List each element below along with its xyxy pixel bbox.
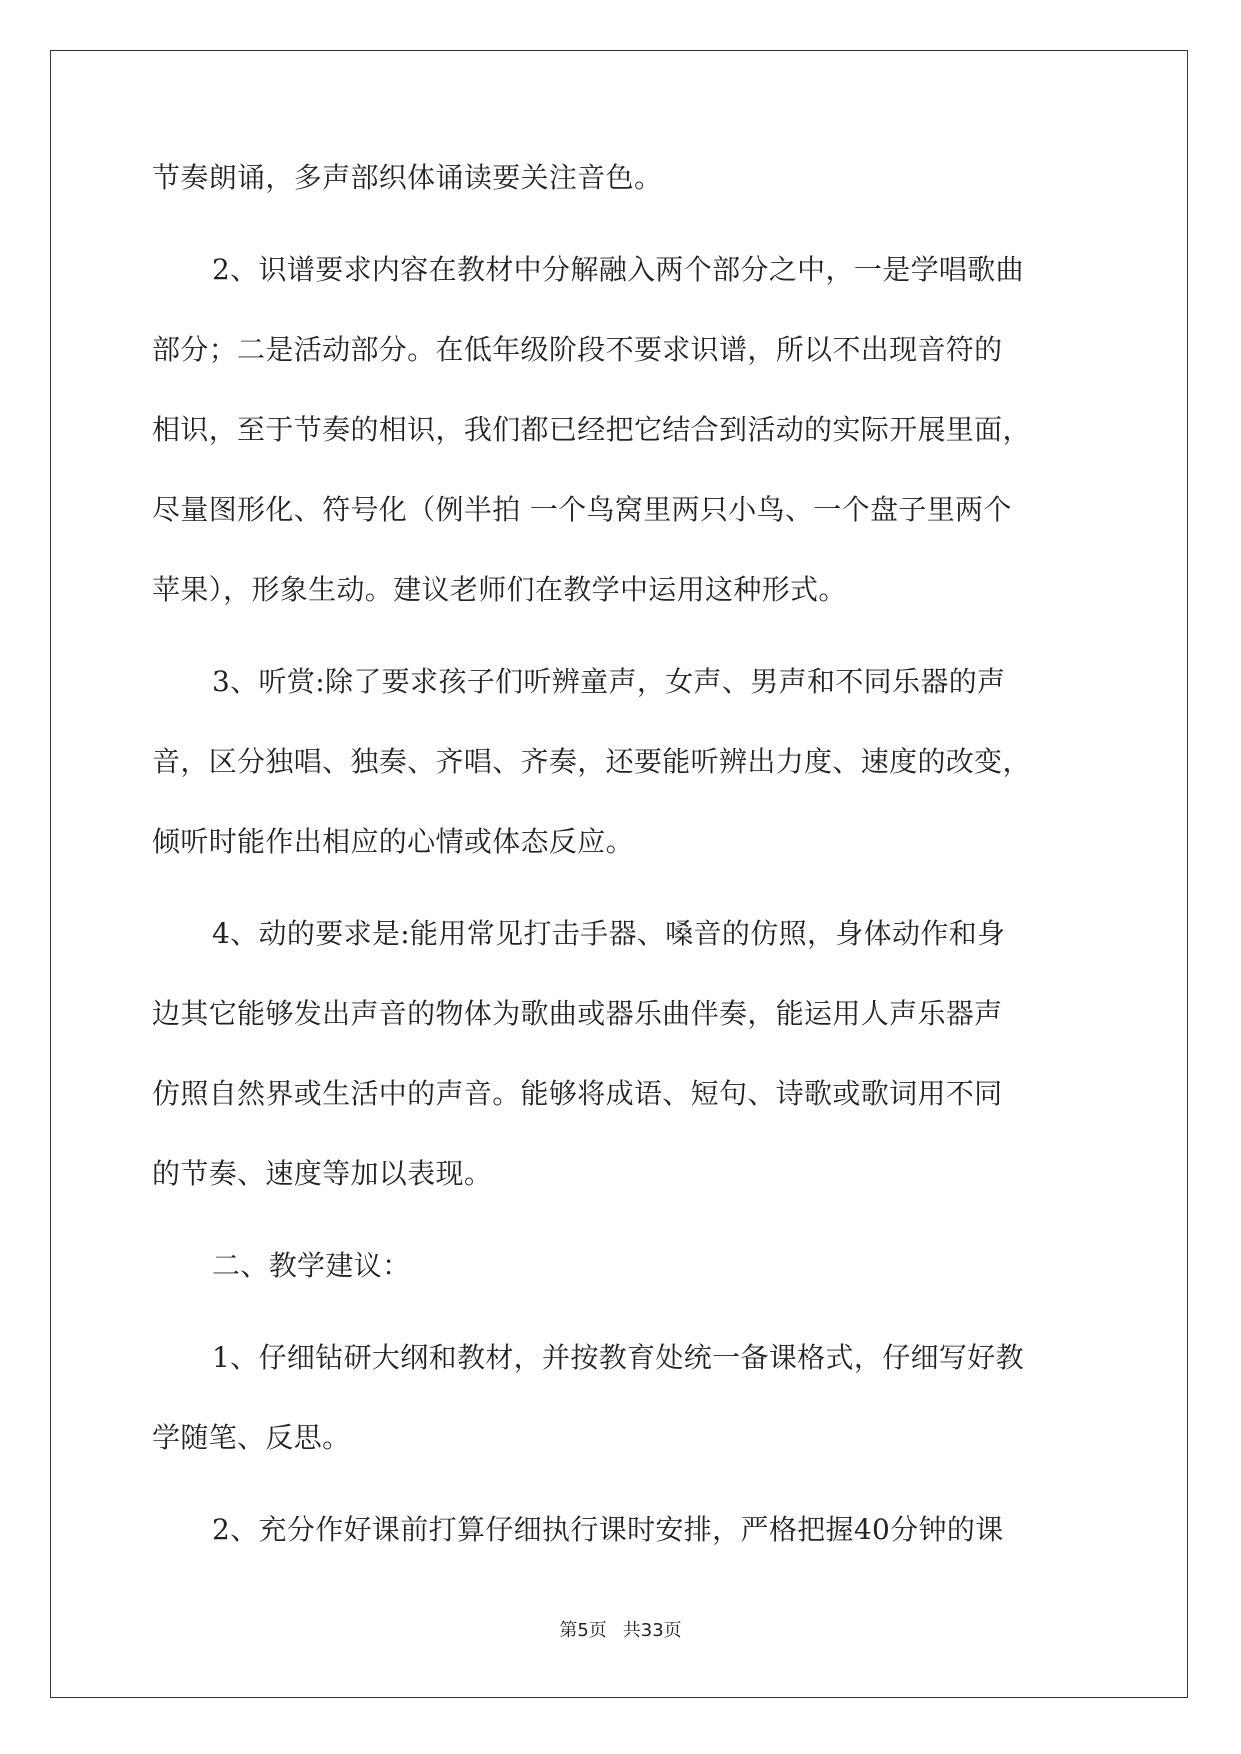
text-line: 部分；二是活动部分。在低年级阶段不要求识谱，所以不出现音符的: [152, 333, 1003, 366]
section-heading: 二、教学建议：: [212, 1249, 411, 1282]
text-line: 4、动的要求是:能用常见打击手器、嗓音的仿照，身体动作和身: [212, 917, 1006, 950]
footer-total-suffix: 页: [663, 1620, 682, 1641]
footer-total-prefix: 共: [622, 1620, 641, 1641]
document-body: [152, 161, 1090, 1593]
text-line: 2、识谱要求内容在教材中分解融入两个部分之中，一是学唱歌曲: [212, 253, 1024, 286]
text-line: 学随笔、反思。: [152, 1421, 351, 1454]
text-line: 边其它能够发出声音的物体为歌曲或器乐曲伴奏，能运用人声乐器声: [152, 997, 1003, 1030]
text-line: 2、充分作好课前打算仔细执行课时安排，严格把握40分钟的课: [212, 1513, 1004, 1546]
page-footer: [0, 1620, 1241, 1642]
text-line: 音，区分独唱、独奏、齐唱、齐奏，还要能听辨出力度、速度的改变，: [152, 745, 1031, 778]
text-line: 尽量图形化、符号化（例半拍 一个鸟窝里两只小鸟、一个盘子里两个: [152, 493, 1012, 526]
footer-prefix: 第: [559, 1620, 578, 1641]
text-line: 3、听赏:除了要求孩子们听辨童声，女声、男声和不同乐器的声: [212, 665, 1006, 698]
text-line: 相识，至于节奏的相识，我们都已经把它结合到活动的实际开展里面，: [152, 413, 1031, 446]
page-number: 5: [577, 1620, 589, 1641]
text-line: 仿照自然界或生活中的声音。能够将成语、短句、诗歌或歌词用不同: [152, 1077, 1003, 1110]
text-line: 苹果），形象生动。建议老师们在教学中运用这种形式。: [152, 573, 847, 606]
text-line: 节奏朗诵，多声部织体诵读要关注音色。: [152, 161, 663, 194]
text-line: 的节奏、速度等加以表现。: [152, 1157, 493, 1190]
text-line: 1、仔细钻研大纲和教材，并按教育处统一备课格式，仔细写好教: [212, 1341, 1024, 1374]
total-pages: 33: [640, 1620, 664, 1641]
footer-page-suffix: 页: [588, 1620, 607, 1641]
text-line: 倾听时能作出相应的心情或体态反应。: [152, 825, 634, 858]
